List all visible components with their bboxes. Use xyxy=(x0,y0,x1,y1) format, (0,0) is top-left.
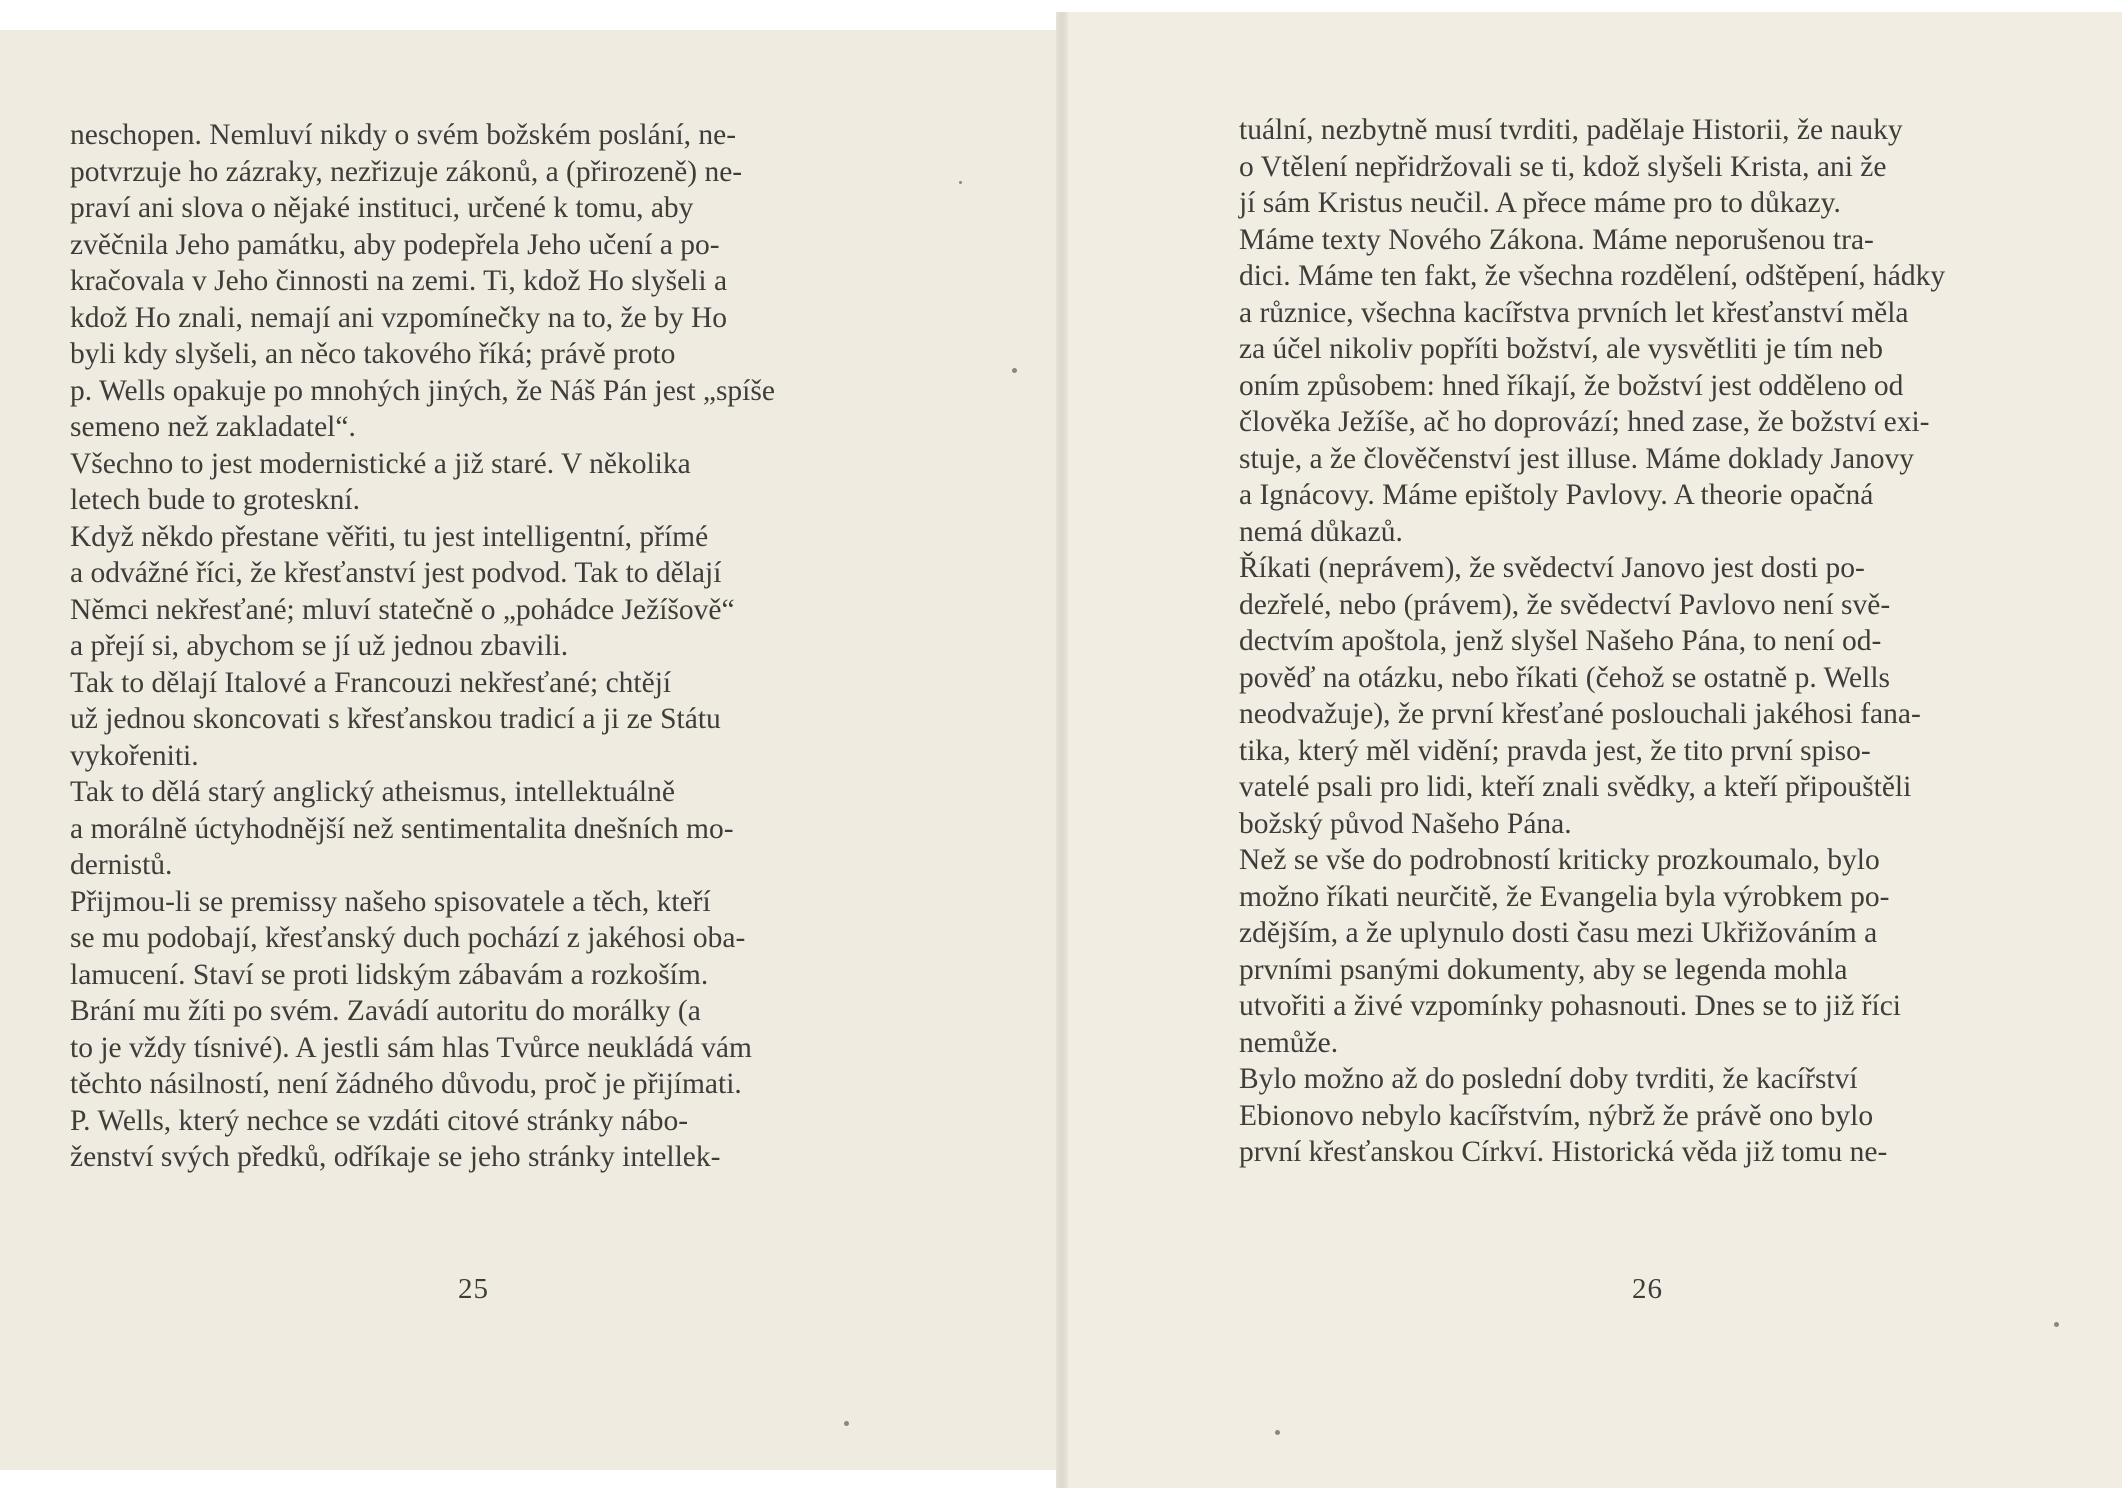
text-line: o Vtělení nepřidržovali se ti, kdož slyšeli Krista, ani že xyxy=(1239,150,1887,183)
text-line: neschopen. Nemluví nikdy o svém božském poslání, ne- xyxy=(70,119,737,151)
text-line: neodvažuje), že první křesťané poslouchali jakéhosi fana- xyxy=(1239,698,1921,730)
text-line: Máme texty Nového Zákona. Máme neporušenou tra- xyxy=(1239,223,1874,256)
paper-speck xyxy=(2054,1322,2059,1327)
right-page-text xyxy=(1239,112,2069,1171)
text-line: těchto násilností, není žádného důvodu, proč je přijímati. xyxy=(70,1068,742,1100)
text-line: a morálně úctyhodnější než sentimentalita dnešních mo- xyxy=(70,812,734,845)
text-line: dernistů. xyxy=(70,849,173,881)
left-page-text xyxy=(70,117,896,1176)
paper-speck xyxy=(959,181,962,184)
page-number-left: 25 xyxy=(458,1273,489,1305)
text-line: Než se vše do podrobností kriticky prozkoumalo, bylo xyxy=(1239,844,1880,876)
text-line: Přijmou-li se premissy našeho spisovatele a těch, kteří xyxy=(70,885,711,918)
text-line: vykořeniti. xyxy=(70,739,199,772)
book-gutter xyxy=(1056,12,1068,1488)
text-line: byli kdy slyšeli, an něco takového říká; právě proto xyxy=(70,338,676,370)
text-line: to je vždy tísnivé). A jestli sám hlas Tvůrce neukládá vám xyxy=(70,1031,752,1064)
text-line: zdějším, a že uplynulo dosti času mezi Ukřižováním a xyxy=(1239,917,1878,949)
text-line: letech bude to groteskní. xyxy=(70,484,361,516)
text-line: oním způsobem: hned říkají, že božství jest odděleno od xyxy=(1239,369,1904,402)
paper-speck xyxy=(1012,368,1017,373)
text-line: za účel nikoliv popříti božství, ale vysvětliti je tím neb xyxy=(1239,333,1883,365)
text-line: Tak to dělá starý anglický atheismus, intellektuálně xyxy=(70,776,675,808)
text-line: a různice, všechna kacířstva prvních let křesťanství měla xyxy=(1239,296,1909,329)
text-line: P. Wells, který nechce se vzdáti citové stránky nábo- xyxy=(70,1104,689,1137)
text-line: tika, který měl vidění; pravda jest, že tito první spiso- xyxy=(1239,734,1871,767)
paper-speck xyxy=(844,1421,849,1426)
text-line: božský původ Našeho Pána. xyxy=(1239,807,1572,840)
text-line: dici. Máme ten fakt, že všechna rozdělení, odštěpení, hádky xyxy=(1239,260,1946,292)
text-line: nemá důkazů. xyxy=(1239,515,1403,548)
text-line: potvrzuje ho zázraky, nezřizuje zákonů, a (přirozeně) ne- xyxy=(70,155,743,188)
text-line: člověka Ježíše, ač ho doprovází; hned zase, že božství exi- xyxy=(1239,406,1930,438)
text-line: a Ignácovy. Máme epištoly Pavlovy. A theorie opačná xyxy=(1239,479,1874,511)
text-line: jí sám Kristus neučil. A přece máme pro to důkazy. xyxy=(1239,187,1841,219)
text-line: Všechno to jest modernistické a již staré. V několika xyxy=(70,447,691,480)
text-line: se mu podobají, křesťanský duch pochází z jakéhosi oba- xyxy=(70,922,746,954)
text-line: p. Wells opakuje po mnohých jiných, že Náš Pán jest „spíše xyxy=(70,374,775,407)
text-line: lamucení. Staví se proti lidským zábavám a rozkoším. xyxy=(70,958,709,991)
text-line: dectvím apoštola, jenž slyšel Našeho Pána, to není od- xyxy=(1239,625,1882,657)
text-line: první křesťanskou Církví. Historická věda již tomu ne- xyxy=(1239,1136,1888,1168)
text-line: Brání mu žíti po svém. Zavádí autoritu do morálky (a xyxy=(70,995,701,1027)
page-number-right: 26 xyxy=(1632,1273,1663,1305)
text-line: a přejí si, abychom se jí už jednou zbavili. xyxy=(70,630,569,662)
text-line: Němci nekřesťané; mluví statečně o „pohádce Ježíšově“ xyxy=(70,593,735,626)
text-line: Bylo možno až do poslední doby tvrditi, že kacířství xyxy=(1239,1063,1858,1095)
text-line: Ebionovo nebylo kacířstvím, nýbrž že právě ono bylo xyxy=(1239,1099,1874,1132)
text-line: kračovala v Jeho činnosti na zemi. Ti, kdož Ho slyšeli a xyxy=(70,265,728,297)
text-line: vatelé psali pro lidi, kteří znali svědky, a kteří připouštěli xyxy=(1239,771,1912,803)
text-line: možno říkati neurčitě, že Evangelia byla výrobkem po- xyxy=(1239,880,1890,913)
text-line: Říkati (neprávem), že svědectví Janovo jest dosti po- xyxy=(1239,552,1865,584)
text-line: semeno než zakladatel“. xyxy=(70,411,356,443)
text-line: utvořiti a živé vzpomínky pohasnouti. Dnes se to již říci xyxy=(1239,990,1901,1022)
text-line: Tak to dělají Italové a Francouzi nekřesťané; chtějí xyxy=(70,666,672,699)
text-line: nemůže. xyxy=(1239,1026,1339,1059)
text-line: a odvážné říci, že křesťanství jest podvod. Tak to dělají xyxy=(70,557,722,589)
text-line: zvěčnila Jeho památku, aby podepřela Jeho učení a po- xyxy=(70,228,720,261)
text-line: už jednou skoncovati s křesťanskou tradicí a ji ze Státu xyxy=(70,703,721,735)
text-line: praví ani slova o nějaké instituci, určené k tomu, aby xyxy=(70,192,694,224)
text-line: ženství svých předků, odříkaje se jeho stránky intellek- xyxy=(70,1141,721,1173)
text-line: kdož Ho znali, nemají ani vzpomínečky na to, že by Ho xyxy=(70,301,727,334)
text-line: dezřelé, nebo (právem), že svědectví Pavlovo není svě- xyxy=(1239,588,1891,621)
text-line: Když někdo přestane věřiti, tu jest intelligentní, přímé xyxy=(70,520,709,553)
text-line: prvními psanými dokumenty, aby se legenda mohla xyxy=(1239,953,1848,986)
text-line: pověď na otázku, nebo říkati (čehož se ostatně p. Wells xyxy=(1239,661,1891,694)
text-line: tuální, nezbytně musí tvrditi, padělaje Historii, že nauky xyxy=(1239,114,1903,146)
text-line: stuje, a že člověčenství jest illuse. Máme doklady Janovy xyxy=(1239,442,1915,475)
paper-speck xyxy=(1275,1430,1280,1435)
